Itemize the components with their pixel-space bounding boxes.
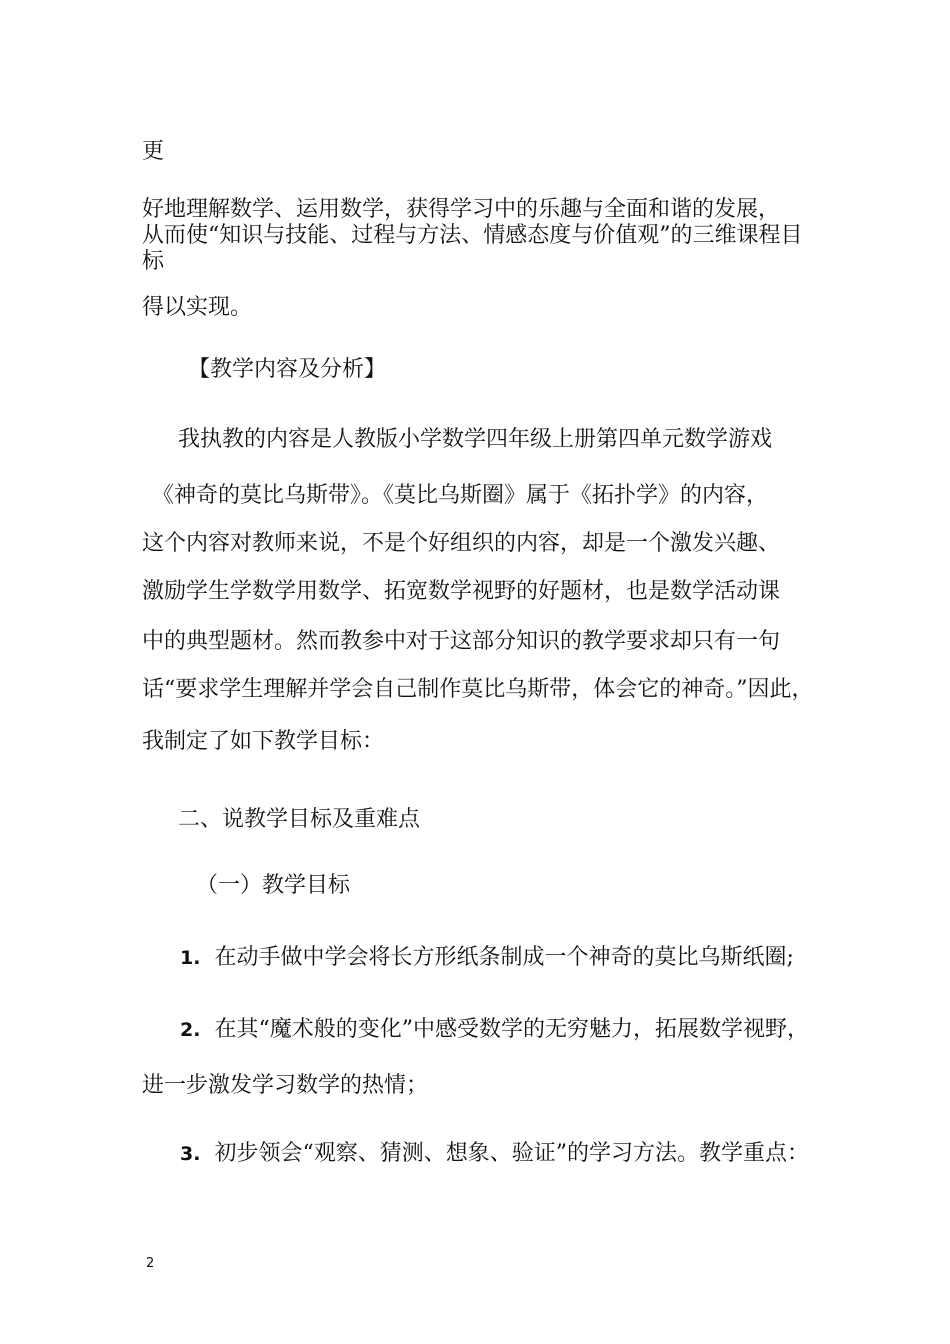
text-line: 激励学生学数学用数学、拓宽数学视野的好题材，也是数学活动课 [142,579,781,604]
list-item-text: 在动手做中学会将长方形纸条制成一个神奇的莫比乌斯纸圈; [214,945,794,970]
list-item-continuation [142,1072,428,1100]
text-line: 中的典型题材。然而教参中对于这部分知识的教学要求却只有一句 [142,629,781,654]
list-item-number: 1. [180,947,201,969]
section-heading: 【教学内容及分析】 [188,357,387,382]
text-line: 我制定了如下教学目标： [142,729,385,754]
list-item [180,944,794,972]
list-item-number: 2. [180,1019,201,1041]
section-heading: 二、说教学目标及重难点 [178,807,421,832]
list-item [180,1016,809,1044]
list-item-text: 初步领会“观察、猜测、想象、验证”的学习方法。教学重点： [214,1141,809,1166]
list-item [180,1140,809,1168]
text-line: 话“要求学生理解并学会自己制作莫比乌斯带，体会它的神奇。”因此， [142,677,814,702]
page-number: 2 [146,1256,155,1271]
list-item-text: 进一步激发学习数学的热情； [142,1073,429,1098]
list-item-number: 3. [180,1143,201,1165]
text-line: 从而使“知识与技能、过程与方法、情感态度与价值观”的三维课程目 [142,223,803,248]
text-line: 这个内容对教师来说，不是个好组织的内容，却是一个激发兴趣、 [142,531,781,556]
text-line: 标 [142,249,165,274]
text-line: 更 [142,139,165,164]
text-line: 《神奇的莫比乌斯带》。《莫比乌斯圈》属于《拓扑学》的内容， [152,483,769,508]
text-line: 好地理解数学、运用数学，获得学习中的乐趣与全面和谐的发展， [142,197,781,222]
text-line: 我执教的内容是人教版小学数学四年级上册第四单元数学游戏 [178,427,773,452]
text-line: 得以实现。 [142,295,253,320]
list-item-text: 在其“魔术般的变化”中感受数学的无穷魅力，拓展数学视野， [214,1017,809,1042]
subsection-heading: （一）教学目标 [196,873,351,898]
